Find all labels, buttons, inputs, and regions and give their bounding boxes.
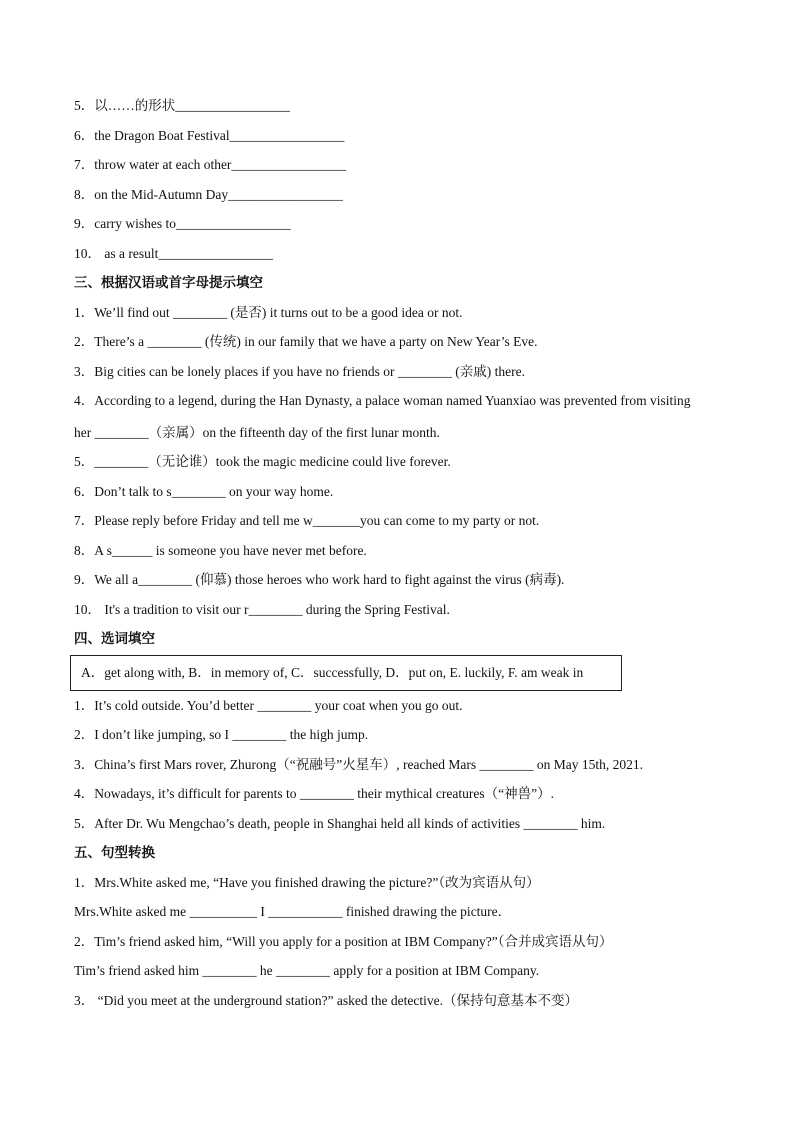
s4-item-2: 2．I don’t like jumping, so I ________ the high jump. — [74, 727, 369, 742]
s3-item-9: 9．We all a________ (仰慕) those heroes who work hard to fight against the virus (病毒). — [74, 572, 565, 587]
word-bank-text: A．get along with, B．in memory of, C．successfully, D．put on, E. luckily, F. am weak in — [81, 665, 584, 680]
s3-item-1: 1．We’ll find out ________ (是否) it turns out to be a good idea or not. — [74, 305, 463, 320]
s3-item-3: 3．Big cities can be lonely places if you have no friends or ________ (亲戚) there. — [74, 364, 526, 379]
s2-item-9: 9．carry wishes to_________________ — [74, 216, 291, 231]
s5-item-1: 1．Mrs.White asked me, “Have you finished drawing the picture?”（改为宾语从句） — [74, 875, 540, 890]
s3-item-6: 6．Don’t talk to s________ on your way home. — [74, 484, 334, 499]
s3-item-7: 7．Please reply before Friday and tell me w_______you can come to my party or not. — [74, 513, 540, 528]
section5-heading: 五、句型转换 — [74, 845, 155, 861]
s4-item-3: 3．China’s first Mars rover, Zhurong（“祝融号”火星车）, reached Mars ________ on May 15th, 2021. — [74, 757, 643, 772]
s5-item-2: 2．Tim’s friend asked him, “Will you apply for a position at IBM Company?”（合并成宾语从句） — [74, 934, 613, 949]
s2-item-10: 10． as a result_________________ — [74, 246, 274, 261]
s4-item-1: 1．It’s cold outside. You’d better ________ your coat when you go out. — [74, 698, 463, 713]
s5-item-2-answer: Tim’s friend asked him ________ he ________ apply for a position at IBM Company. — [74, 963, 540, 978]
s2-item-5: 5．以……的形状_________________ — [74, 98, 290, 113]
s3-item-5: 5．________（无论谁）took the magic medicine could live forever. — [74, 454, 451, 469]
s5-item-1-answer: Mrs.White asked me __________ I ___________ finished drawing the picture． — [74, 904, 512, 919]
s2-item-8: 8．on the Mid-Autumn Day_________________ — [74, 187, 343, 202]
s3-item-10: 10． It's a tradition to visit our r________ during the Spring Festival. — [74, 602, 450, 617]
s2-item-6: 6．the Dragon Boat Festival_________________ — [74, 128, 345, 143]
s3-item-4: 4．According to a legend, during the Han Dynasty, a palace woman named Yuanxiao was prevented from visiting — [74, 393, 691, 408]
s3-item-2: 2．There’s a ________ (传统) in our family that we have a party on New Year’s Eve. — [74, 334, 538, 349]
section4-heading: 四、选词填空 — [74, 631, 155, 647]
s5-item-3: 3． “Did you meet at the underground station?” asked the detective.（保持句意基本不变） — [74, 993, 579, 1008]
s2-item-7: 7．throw water at each other_________________ — [74, 157, 347, 172]
s4-item-4: 4．Nowadays, it’s difficult for parents to ________ their mythical creatures（“神兽”）. — [74, 786, 555, 801]
word-bank-box — [70, 655, 622, 691]
s3-item-8: 8．A s______ is someone you have never met before. — [74, 543, 367, 558]
s4-item-5: 5．After Dr. Wu Mengchao’s death, people in Shanghai held all kinds of activities ________ him. — [74, 816, 606, 831]
s3-item-4-cont: her ________（亲属）on the fifteenth day of the first lunar month. — [74, 425, 440, 440]
section3-heading: 三、根据汉语或首字母提示填空 — [74, 275, 263, 291]
